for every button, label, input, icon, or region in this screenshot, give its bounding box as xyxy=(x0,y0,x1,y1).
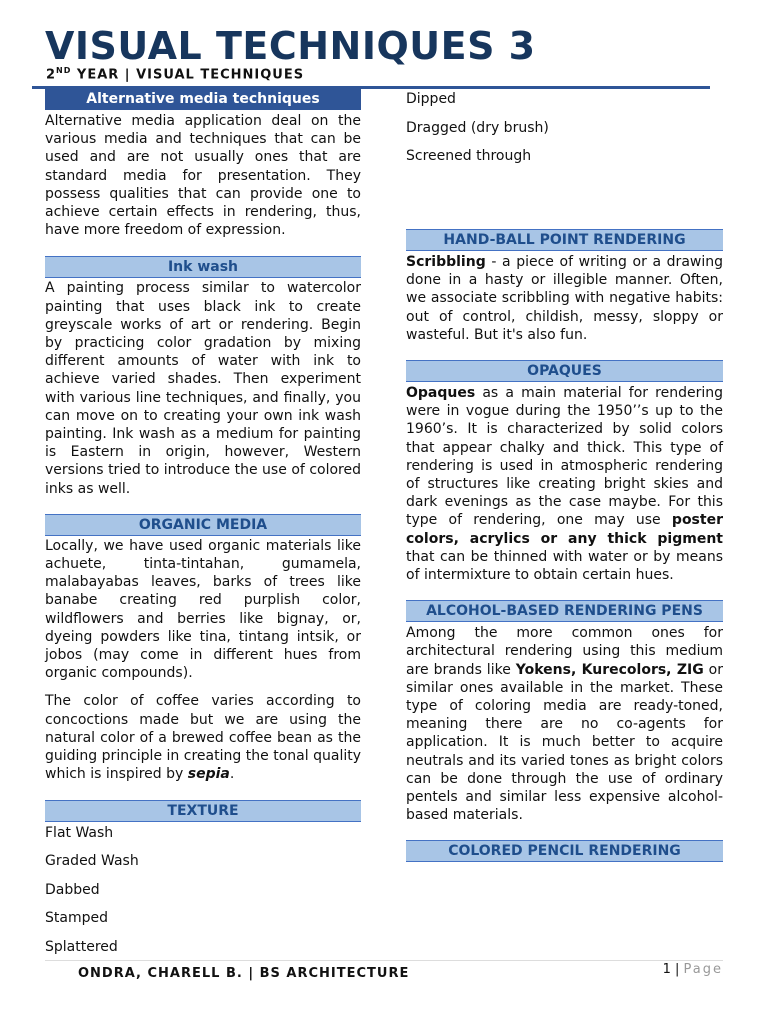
organic-media-body-1: Locally, we have used organic materials like achuete, tinta-tintahan, gumamela, malabayabas leaves, barks of trees like banabe creating red purplish color, wildflowers and berries like bignay, or, dyeing powders like tina, tintang intsik, or jobos (may come in different hues from organic compounds). xyxy=(45,537,361,682)
subtitle-text: YEAR | VISUAL TECHNIQUES xyxy=(71,67,305,83)
opaques-text-b: that can be thinned with water or by means of intermixture to obtain certain hues. xyxy=(406,548,723,584)
page-subtitle xyxy=(46,66,304,82)
organic-media-body-2 xyxy=(45,692,361,783)
texture-item: Splattered xyxy=(45,938,118,955)
right-column xyxy=(406,88,723,862)
page-title: VISUAL TECHNIQUES 3 xyxy=(45,24,536,68)
alcohol-brands: Yokens, Kurecolors, ZIG xyxy=(515,661,704,678)
section-heading-opaques: OPAQUES xyxy=(406,360,723,382)
texture-item: Dragged (dry brush) xyxy=(406,119,549,136)
alcohol-text-a: Among the more common ones for architectural rendering using this medium are brands like xyxy=(406,625,723,678)
section-heading-organic-media: ORGANIC MEDIA xyxy=(45,514,361,536)
hand-ball-point-body xyxy=(406,253,723,344)
sepia-emphasis: sepia xyxy=(187,766,230,783)
texture-item: Graded Wash xyxy=(45,853,139,869)
section-heading-colored-pencil: COLORED PENCIL RENDERING xyxy=(406,840,723,862)
opaques-materials: poster colors, acrylics or any thick pigment xyxy=(406,512,723,547)
page-separator: | xyxy=(670,962,684,977)
footer-page xyxy=(663,962,723,977)
texture-item: Screened through xyxy=(406,148,532,164)
section-heading-hand-ball-point: HAND-BALL POINT RENDERING xyxy=(406,229,723,251)
opaques-text-a: as a main material for rendering were in vogue during the 1950’’s up to the 1960’s. It is characterized by solid colors that appear chalky and thick. This type of rendering is used in atmospheric rendering of structures like creating bright skies and dark evenings as the case maybe. For this type of rendering, one may use xyxy=(406,385,723,529)
organic-media-body-2-end: . xyxy=(229,766,235,783)
texture-list xyxy=(45,824,361,956)
texture-item: Flat Wash xyxy=(45,824,114,841)
opaques-body xyxy=(406,384,723,584)
opaques-term: Opaques xyxy=(406,385,476,402)
texture-item: Stamped xyxy=(45,910,108,926)
ink-wash-body: A painting process similar to watercolor painting that uses black ink to create greyscale works of art or rendering. Begin by practicing color gradation by mixing different amounts of water with ink to achieve varied shades. Then experiment with various line techniques, and finally, you can move on to creating your own ink wash painting. Ink wash as a medium for painting is Eastern in origin, however, Western versions tried to introduce the use of colored inks as well. xyxy=(45,280,361,497)
page-label: Page xyxy=(683,962,723,977)
section-heading-texture: TEXTURE xyxy=(45,800,361,822)
left-column xyxy=(45,88,361,966)
alcohol-pens-body xyxy=(406,624,723,824)
section-heading-alternative-media: Alternative media techniques xyxy=(45,88,361,110)
subtitle-year: 2 xyxy=(46,67,57,83)
footer-author: ONDRA, CHARELL B. | BS ARCHITECTURE xyxy=(78,966,410,981)
texture-list-continued xyxy=(406,90,723,165)
section-heading-ink-wash: Ink wash xyxy=(45,256,361,278)
section-heading-alcohol-pens: ALCOHOL-BASED RENDERING PENS xyxy=(406,600,723,622)
footer-divider xyxy=(45,960,723,961)
scribbling-term: Scribbling xyxy=(406,254,486,270)
alternative-media-body: Alternative media application deal on the various media and techniques that can be used and are not usually ones that are standard media for presentation. They possess qualities that can provide one to achieve certain effects in rendering, thus, have more freedom of expression. xyxy=(45,113,361,239)
organic-media-body-2-text: The color of coffee varies according to concoctions made but we are using the natural color of a brewed coffee bean as the guiding principle in creating the tonal quality which is inspired by xyxy=(45,693,361,783)
texture-item: Dabbed xyxy=(45,881,100,898)
page-number: 1 xyxy=(662,962,671,977)
alcohol-text-b: or similar ones available in the market. These type of coloring media are ready-toned, meaning there are no co-agents for application. It is much better to acquire neutrals and its varied tones as bright colors can be done through the use of ordinary pentels and similar less expensive alcohol-based materials. xyxy=(406,661,723,824)
scribbling-definition: - a piece of writing or a drawing done in a hasty or illegible manner. Often, we associate scribbling with negative habits: out of control, childish, messy, sloppy or wasteful. But it's also fun. xyxy=(406,254,723,343)
texture-item: Dipped xyxy=(406,91,456,107)
subtitle-ordinal: ND xyxy=(56,66,72,75)
